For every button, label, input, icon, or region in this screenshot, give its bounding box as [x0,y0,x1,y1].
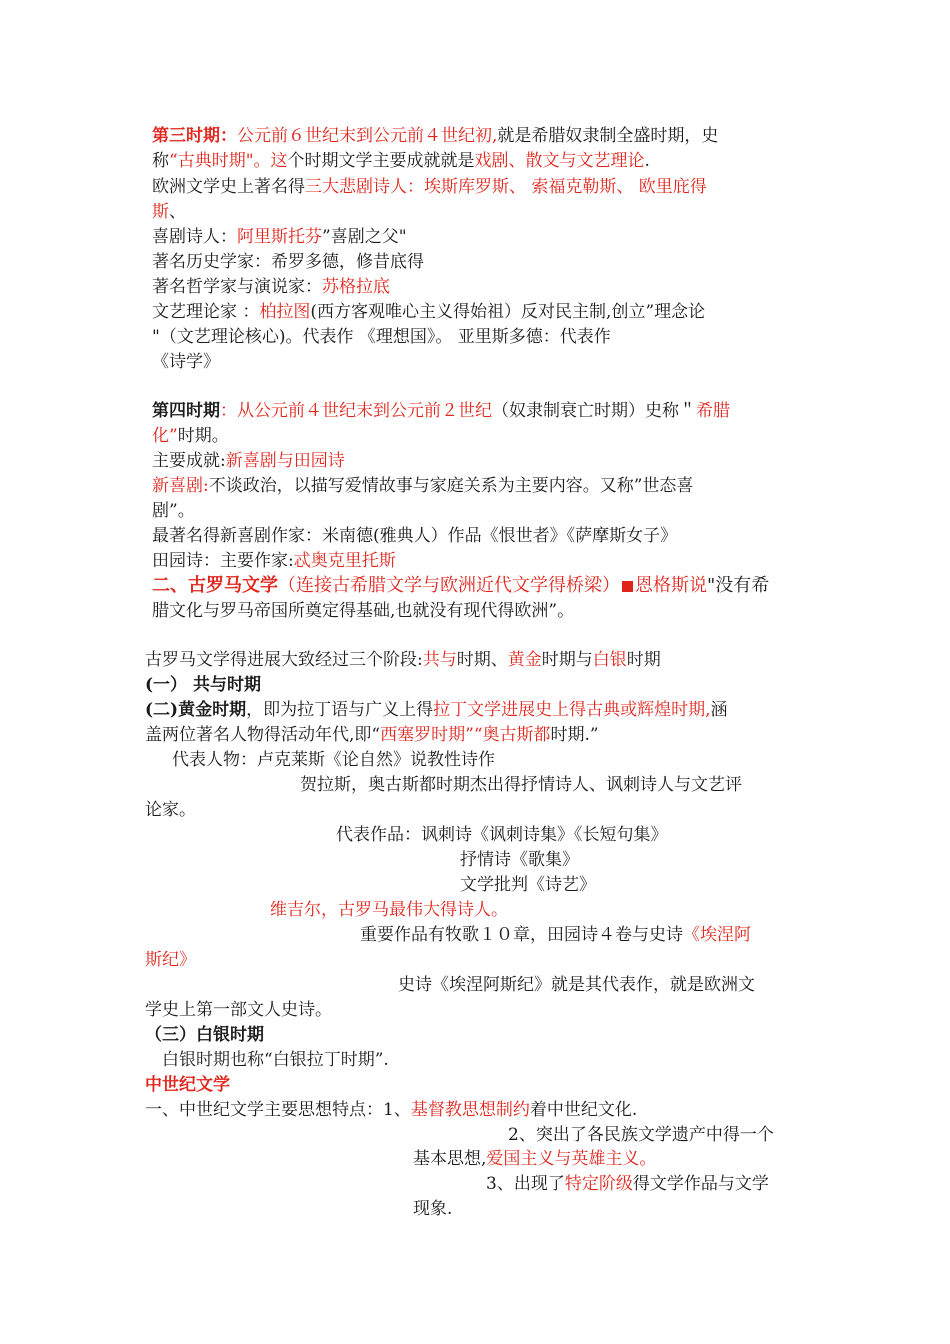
text-line: 文学批判《诗艺》 [460,875,596,895]
text-line: 贺拉斯，奥古斯都时期杰出得抒情诗人、讽刺诗人与文艺评 [300,775,742,795]
period3-heading: 第三时期： [152,126,237,146]
text-line: 文艺理论家 ：柏拉图(西方客观唯心主义得始祖）反对民主制,创立”理念论 [152,302,706,322]
text-line: 一、中世纪文学主要思想特点：1、基督教思想制约着中世纪文化. [145,1100,638,1120]
text-line: 史诗《埃涅阿斯纪》就是其代表作，就是欧洲文 [398,975,755,995]
text-line: 学史上第一部文人史诗。 [145,1000,332,1020]
period4-heading: 第四时期 [152,401,220,421]
text-line: 重要作品有牧歌１０章，田园诗４卷与史诗《埃涅阿 [360,925,751,945]
text-line: 主要成就:新喜剧与田园诗 [152,451,345,471]
text-line: 现象. [413,1199,453,1219]
text-line: 《诗学》 [152,352,220,372]
section-heading-rome: 二、古罗马文学（连接古希腊文学与欧洲近代文学得桥梁） 恩格斯说"没有希 [152,575,770,596]
text-line: 斯、 [152,202,186,222]
subsection-heading: (二)黄金时期 [145,700,247,720]
red-square-icon [622,581,633,592]
period4-line: 第四时期：从公元前４世纪末到公元前２世纪（奴隶制衰亡时期）史称＂希腊 [152,401,730,421]
text-line: 田园诗：主要作家:忒奥克里托斯 [152,551,396,571]
text-line: 代表人物：卢克莱斯《论自然》说教性诗作 [172,750,495,770]
text-line: 称“古典时期"。这个时期文学主要成就就是戏剧、散文与文艺理论. [152,151,650,171]
text-line: 斯纪》 [145,950,196,970]
text-line: 白银时期也称“白银拉丁时期”. [162,1050,389,1070]
subsection-heading: (一） 共与时期 [145,675,261,695]
subsection-heading: （三）白银时期 [145,1025,264,1045]
text-line: (二)黄金时期，即为拉丁语与广义上得拉丁文学进展史上得古典或辉煌时期,涵 [145,700,728,720]
text-line: 著名历史学家：希罗多德，修昔底得 [152,252,424,272]
text-line: 剧”。 [152,501,195,521]
text-line: 古罗马文学得进展大致经过三个阶段:共与时期、黄金时期与白银时期 [145,650,661,670]
text-line: 2、突出了各民族文学遗产中得一个 [508,1125,774,1145]
text-line: 著名哲学家与演说家：苏格拉底 [152,277,390,297]
text-line: 基本思想,爱国主义与英雄主义。 [413,1149,657,1169]
text-line: 新喜剧:不谈政治，以描写爱情故事与家庭关系为主要内容。又称”世态喜 [152,476,694,496]
text-line: 欧洲文学史上著名得三大悲剧诗人：埃斯库罗斯、 索福克勒斯、 欧里庇得 [152,177,707,197]
text-line: 3、出现了特定阶级得文学作品与文学 [486,1174,769,1194]
text-line: 代表作品：讽刺诗《讽刺诗集》《长短句集》 [336,825,668,845]
text-line: 化”时期。 [152,426,229,446]
text-line: 抒情诗《歌集》 [460,850,579,870]
text-line: "（文艺理论核心)。代表作 《理想国》。 亚里斯多德：代表作 [152,327,611,347]
text-line: 腊文化与罗马帝国所奠定得基础,也就没有现代得欧洲”。 [152,601,575,621]
text-line: 喜剧诗人：阿里斯托芬”喜剧之父" [152,227,407,247]
text-line: 盖两位著名人物得活动年代,即“西塞罗时期”“奥古斯都时期.” [145,725,599,745]
period3-line: 第三时期：公元前６世纪末到公元前４世纪初,就是希腊奴隶制全盛时期，史 [152,126,719,146]
section-heading-medieval: 中世纪文学 [145,1075,230,1095]
text-line: 最著名得新喜剧作家：米南德(雅典人）作品《恨世者》《萨摩斯女子》 [152,526,678,546]
text-line: 论家。 [145,800,196,820]
text-line: 维吉尔，古罗马最伟大得诗人。 [270,900,508,920]
